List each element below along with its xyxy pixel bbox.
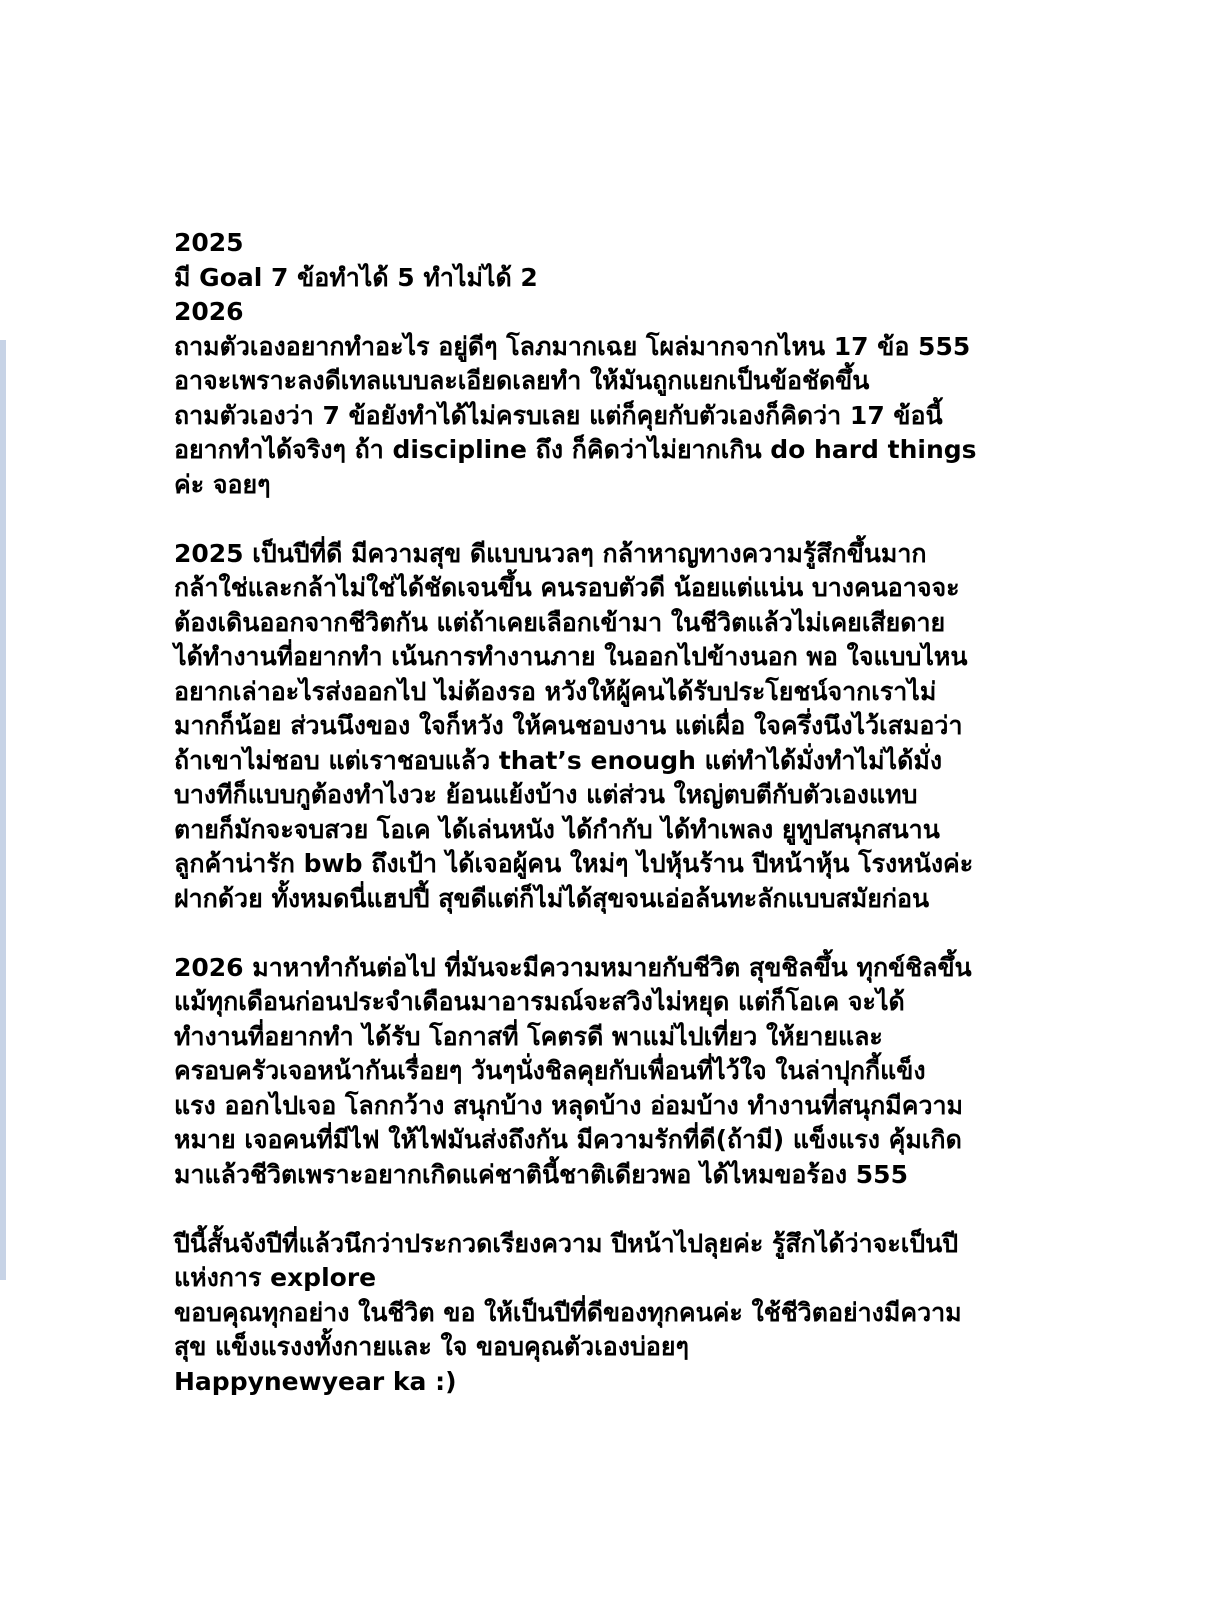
- paragraph-line: แม้ทุกเดือนก่อนประจำเดือนมาอารมณ์จะสวิงไม่หยุด แต่ก็โอเค จะได้: [174, 987, 905, 1016]
- paragraph-line: อยากเล่าอะไรส่งออกไป ไม่ต้องรอ หวังให้ผู้คนได้รับประโยชน์จากเราไม่: [174, 676, 937, 706]
- paragraph-gap: [174, 1192, 1054, 1227]
- paragraph-gap: [174, 502, 1054, 537]
- goal-summary-line: มี Goal 7 ข้อทำได้ 5 ทำไม่ได้ 2: [174, 262, 538, 292]
- closing-line: ขอบคุณทุกอย่าง ในชีวิต ขอ ให้เป็นปีที่ดีของทุกคนค่ะ ใช้ชีวิตอย่างมีความ: [174, 1297, 962, 1327]
- paragraph-line: หมาย เจอคนที่มีไฟ ให้ไฟมันส่งถึงกัน มีความรักที่ดี(ถ้ามี) แข็งแรง คุ้มเกิด: [174, 1125, 962, 1154]
- heading-year-2025: 2025: [174, 228, 244, 257]
- paragraph-line: ลูกค้าน่ารัก bwb ถึงเป้า ได้เจอผู้คน ใหม่ๆ ไปหุ้นร้าน ปีหน้าหุ้น โรงหนังค่ะ: [174, 849, 974, 878]
- paragraph-line: มาแล้วชีวิตเพราะอยากเกิดแค่ชาตินี้ชาติเดียวพอ ได้ไหมขอร้อง 555: [174, 1159, 908, 1189]
- intro-section: [174, 226, 1054, 502]
- paragraph-line: ทำงานที่อยากทำ ได้รับ โอกาสที่ โคตรดี พาแม่ไปเที่ยว ให้ยายและ: [174, 1021, 883, 1051]
- closing-line: สุข แข็งแรงงทั้งกายและ ใจ ขอบคุณตัวเองบ่อยๆ: [174, 1332, 689, 1361]
- sign-off-line: Happynewyear ka :): [174, 1366, 457, 1396]
- paragraph-line: ถ้าเขาไม่ชอบ แต่เราชอบแล้ว that’s enough แต่ทำได้มั่งทำไม่ได้มั่ง: [174, 745, 943, 775]
- paragraph-line: ฝากด้วย ทั้งหมดนี่แฮปปี้ สุขดีแต่ก็ไม่ได้สุขจนเอ่อล้นทะลักแบบสมัยก่อน: [174, 883, 930, 913]
- closing-line: ปีนี้สั้นจังปีที่แล้วนึกว่าประกวดเรียงความ ปีหน้าไปลุยค่ะ รู้สึกได้ว่าจะเป็นปี: [174, 1228, 959, 1258]
- paragraph-2026: [174, 951, 1054, 1193]
- paragraph-line: ได้ทำงานที่อยากทำ เน้นการทำงานภาย ในออกไปข้างนอก พอ ใจแบบไหน: [174, 642, 968, 671]
- intro-line: ถามตัวเองอยากทำอะไร อยู่ดีๆ โลภมากเฉย โผล่มากจากไหน 17 ข้อ 555: [174, 331, 971, 361]
- intro-line: อาจะเพราะลงดีเทลแบบละเอียดเลยทำ ให้มันถูกแยกเป็นข้อชัดขึ้น: [174, 366, 870, 395]
- paragraph-line: กล้าใช่และกล้าไม่ใช่ได้ชัดเจนขึ้น คนรอบตัวดี น้อยแต่แน่น บางคนอาจจะ: [174, 573, 960, 602]
- closing-section: [174, 1227, 1054, 1400]
- paragraph-line: ต้องเดินออกจากชีวิตกัน แต่ถ้าเคยเลือกเข้ามา ในชีวิตแล้วไม่เคยเสียดาย: [174, 607, 946, 637]
- paragraph-2025: [174, 537, 1054, 917]
- paragraph-line: แรง ออกไปเจอ โลกกว้าง สนุกบ้าง หลุดบ้าง อ่อมบ้าง ทำงานที่สนุกมีความ: [174, 1090, 964, 1120]
- intro-line: ถามตัวเองว่า 7 ข้อยังทำได้ไม่ครบเลย แต่ก็คุยกับตัวเองก็คิดว่า 17 ข้อนี้: [174, 400, 943, 430]
- left-edge-bar: [0, 340, 6, 1280]
- intro-line: อยากทำได้จริงๆ ถ้า discipline ถึง ก็คิดว่าไม่ยากเกิน do hard things: [174, 435, 977, 464]
- paragraph-line: บางทีก็แบบกูต้องทำไงวะ ย้อนแย้งบ้าง แต่ส่วน ใหญ่ตบตีกับตัวเองแทบ: [174, 780, 918, 809]
- closing-line: แห่งการ explore: [174, 1263, 377, 1292]
- paragraph-gap: [174, 916, 1054, 951]
- intro-line: ค่ะ จอยๆ: [174, 469, 271, 499]
- paragraph-line: ครอบครัวเจอหน้ากันเรื่อยๆ วันๆนั่งชิลคุยกับเพื่อนที่ไว้ใจ ในล่าปุกกี้แข็ง: [174, 1056, 926, 1085]
- paragraph-line: 2025 เป็นปีที่ดี มีความสุข ดีแบบนวลๆ กล้าหาญทางความรู้สึกขึ้นมาก: [174, 538, 927, 568]
- paragraph-line: มากก็น้อย ส่วนนึงของ ใจก็หวัง ให้คนชอบงาน แต่เผื่อ ใจครึ่งนึงไว้เสมอว่า: [174, 711, 963, 740]
- new-year-post-text: [174, 226, 1054, 1399]
- paragraph-line: ตายก็มักจะจบสวย โอเค ได้เล่นหนัง ได้กำกับ ได้ทำเพลง ยูทูปสนุกสนาน: [174, 814, 940, 844]
- heading-year-2026: 2026: [174, 297, 244, 326]
- paragraph-line: 2026 มาหาทำกันต่อไป ที่มันจะมีความหมายกับชีวิต สุขชิลขึ้น ทุกข์ชิลขึ้น: [174, 952, 972, 982]
